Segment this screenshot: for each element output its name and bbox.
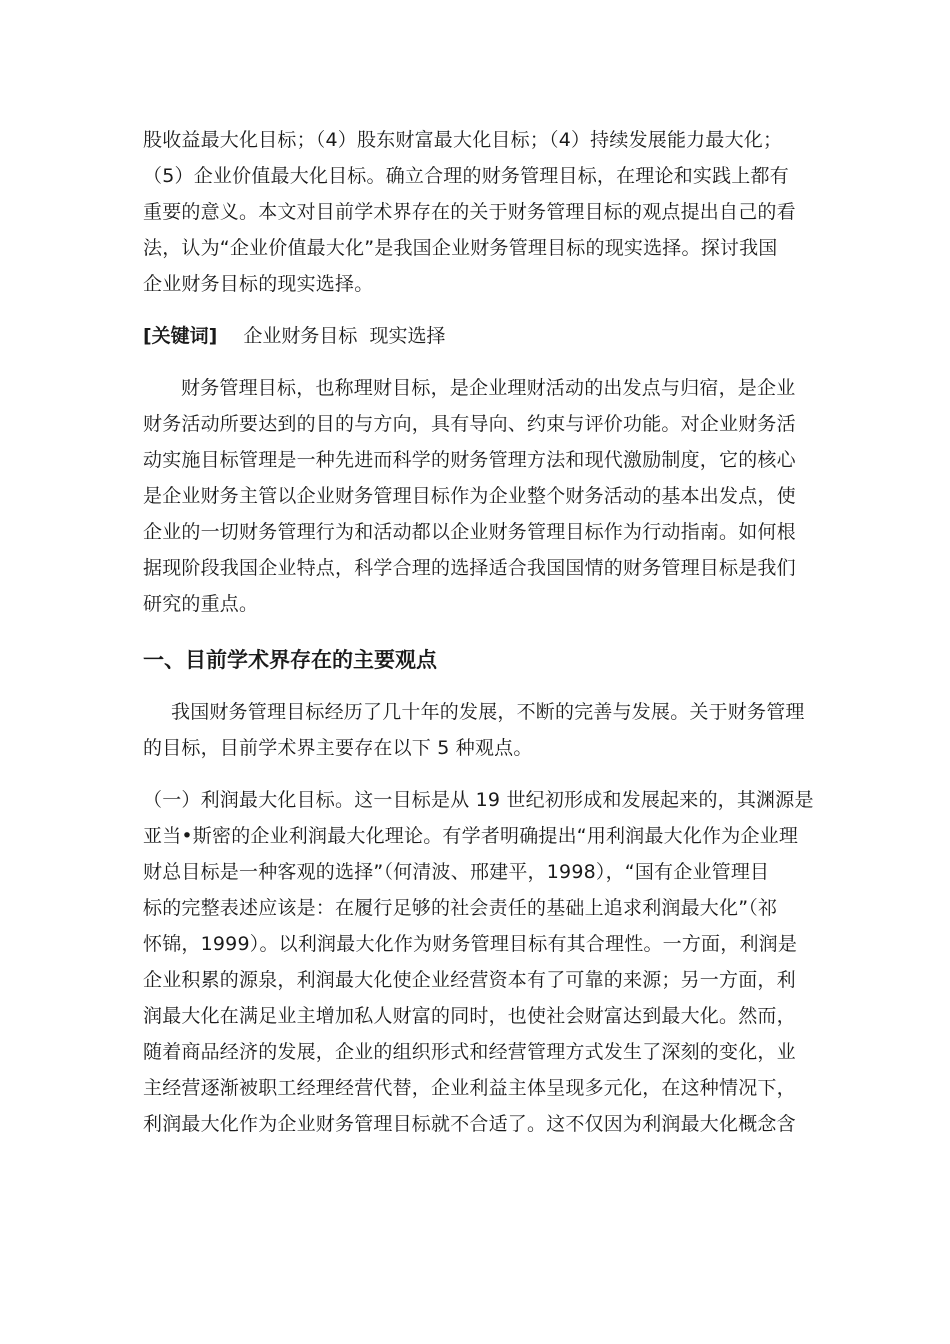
- text-line: 标的完整表述应该是：在履行足够的社会责任的基础上追求利润最大化”（祁: [143, 897, 778, 919]
- keywords-line: [143, 318, 807, 354]
- text-line: 财务活动所要达到的目的与方向，具有导向、约束与评价功能。对企业财务活: [143, 413, 796, 435]
- text-line: 企业的一切财务管理行为和活动都以企业财务管理目标作为行动指南。如何根: [143, 521, 796, 543]
- text-line: 财务管理目标，也称理财目标，是企业理财活动的出发点与归宿，是企业: [181, 377, 796, 399]
- text-line: 主经营逐渐被职工经理经营代替，企业利益主体呈现多元化，在这种情况下，: [143, 1077, 796, 1099]
- text-line: 据现阶段我国企业特点，科学合理的选择适合我国国情的财务管理目标是我们: [143, 557, 796, 579]
- text-line: 我国财务管理目标经历了几十年的发展，不断的完善与发展。关于财务管理: [171, 701, 805, 723]
- text-line: 怀锦，1999）。以利润最大化作为财务管理目标有其合理性。一方面，利润是: [143, 933, 798, 955]
- profit-maximization-paragraph: [143, 782, 814, 1142]
- text-line: 亚当•斯密的企业利润最大化理论。有学者明确提出“用利润最大化作为企业理: [143, 825, 799, 847]
- section-heading: 一、目前学术界存在的主要观点: [143, 648, 437, 672]
- text-line: 法，认为“企业价值最大化”是我国企业财务管理目标的现实选择。探讨我国: [143, 237, 778, 259]
- text-line: 财总目标是一种客观的选择”（何清波、邢建平，1998），“国有企业管理目: [143, 861, 770, 883]
- document-page: [143, 122, 814, 1142]
- text-line: （一）利润最大化目标。这一目标是从 19 世纪初形成和发展起来的，其渊源是: [143, 789, 814, 811]
- abstract-continuation: [143, 122, 807, 302]
- text-line: 润最大化在满足业主增加私人财富的同时，也使社会财富达到最大化。然而，: [143, 1005, 796, 1027]
- keywords-label: [关键词]: [143, 325, 218, 347]
- text-line: 是企业财务主管以企业财务管理目标作为企业整个财务活动的基本出发点，使: [143, 485, 796, 507]
- text-line: 企业财务目标的现实选择。: [143, 273, 374, 295]
- section-intro-paragraph: [143, 694, 807, 766]
- text-line: （5）企业价值最大化目标。确立合理的财务管理目标，在理论和实践上都有: [143, 165, 789, 187]
- text-line: 随着商品经济的发展，企业的组织形式和经营管理方式发生了深刻的变化，业: [143, 1041, 796, 1063]
- text-line: 股收益最大化目标；（4）股东财富最大化目标；（4）持续发展能力最大化；: [143, 129, 783, 151]
- keywords-value: 企业财务目标 现实选择: [243, 325, 446, 347]
- text-line: 重要的意义。本文对目前学术界存在的关于财务管理目标的观点提出自己的看: [143, 201, 796, 223]
- text-line: 研究的重点。: [143, 593, 259, 615]
- text-line: 利润最大化作为企业财务管理目标就不合适了。这不仅因为利润最大化概念含: [143, 1113, 796, 1135]
- text-line: 企业积累的源泉，利润最大化使企业经营资本有了可靠的来源；另一方面，利: [143, 969, 796, 991]
- intro-paragraph: [143, 370, 807, 622]
- text-line: 的目标，目前学术界主要存在以下 5 种观点。: [143, 737, 533, 759]
- text-line: 动实施目标管理是一种先进而科学的财务管理方法和现代激励制度，它的核心: [143, 449, 796, 471]
